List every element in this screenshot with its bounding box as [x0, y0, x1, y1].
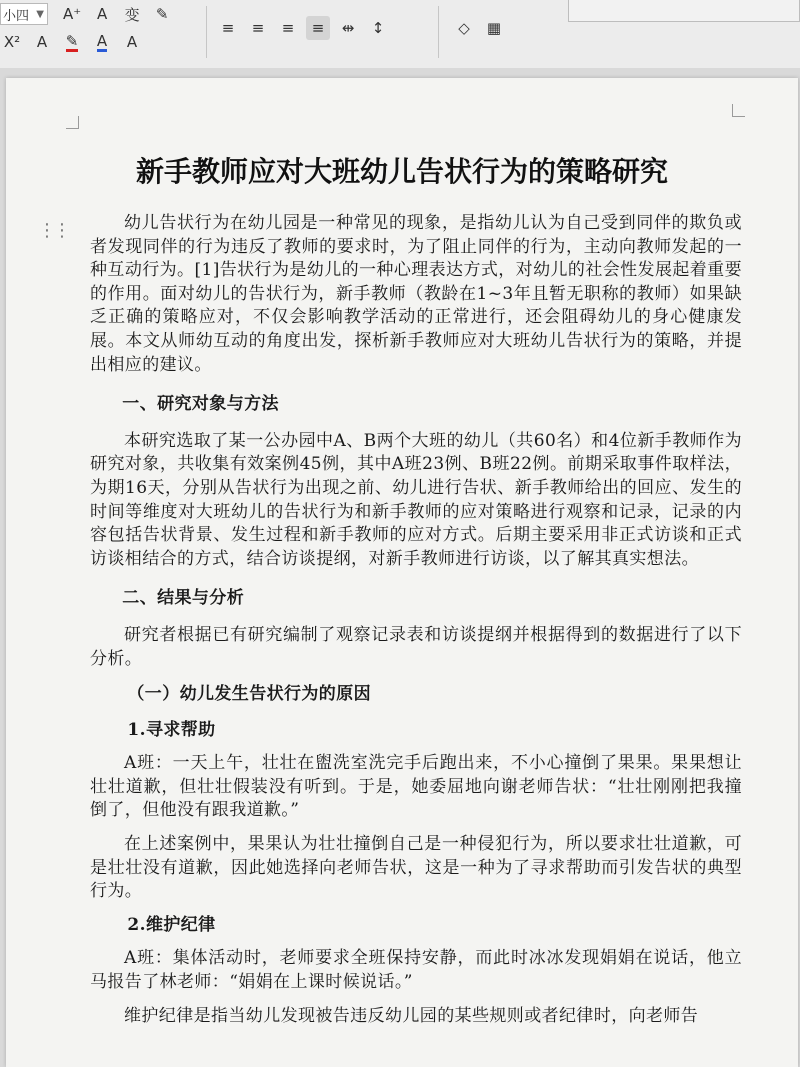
- toolbar-row-bottom: [0, 28, 150, 56]
- justify-button[interactable]: ≡: [306, 16, 330, 40]
- text-effect-button[interactable]: A: [36, 33, 48, 51]
- analysis-paragraph: 维护纪律是指当幼儿发现被告违反幼儿园的某些规则或者纪律时，向老师告: [124, 1005, 699, 1026]
- analysis-paragraph: 在上述案例中，果果认为壮壮撞倒自己是一种侵犯行为，所以要求壮壮道歉，可是壮壮没有道歉，因此她选择向老师告状，这是一种为了寻求帮助而引发告状的典型行为。: [90, 834, 742, 902]
- align-right-button[interactable]: ≡: [281, 19, 295, 37]
- clear-format-button[interactable]: ✎: [155, 5, 169, 23]
- shrink-font-button[interactable]: A: [97, 5, 108, 23]
- toolbar-row-top: [0, 0, 180, 28]
- font-color-button[interactable]: [90, 30, 114, 54]
- font-size-value: 小四: [3, 8, 30, 24]
- subsection-heading: （一）幼儿发生告状行为的原因: [127, 684, 371, 705]
- document-body: [90, 212, 742, 1028]
- line-spacing-button[interactable]: ↕: [371, 19, 385, 37]
- section-paragraph: 本研究选取了某一公办园中A、B两个大班的幼儿（共60名）和4位新手教师作为研究对象，共收集有效案例45例，其中A班23例、B班22例。前期采取事件取样法，为期16天，分别从告状行为出现之前、幼儿进行告状、新手教师给出的回应、发生的时间等维度对大班幼儿的告状行为和新手教师的应对策略进行观察和记录，记录的内容包括告状背景、发生过程和新手教师的应对方式。后期主要采用非正式访谈和正式访谈相结合的方式，结合访谈提纲，对新手教师进行访谈，以了解其真实想法。: [90, 430, 742, 569]
- align-left-button[interactable]: ≡: [221, 19, 235, 37]
- highlight-button[interactable]: [60, 30, 84, 54]
- change-case-button[interactable]: 变: [124, 5, 140, 24]
- section-heading: 二、结果与分析: [122, 588, 245, 609]
- toolbar-divider: [206, 6, 207, 58]
- case-paragraph: A班：集体活动时，老师要求全班保持安静，而此时冰冰发现娟娟在说话，他立马报告了林老师：“娟娟在上课时候说话。”: [90, 948, 742, 993]
- margin-corner-marker: [732, 104, 745, 117]
- item-heading: 1.寻求帮助: [127, 719, 216, 740]
- toolbar-divider: [438, 6, 439, 58]
- font-color-icon: A: [96, 31, 108, 50]
- margin-corner-marker: [66, 116, 79, 129]
- section-paragraph: 研究者根据已有研究编制了观察记录表和访谈提纲并根据得到的数据进行了以下分析。: [90, 624, 742, 669]
- document-title: 新手教师应对大班幼儿告状行为的策略研究: [136, 155, 669, 188]
- item-heading: 2.维护纪律: [127, 914, 216, 935]
- styles-gallery[interactable]: [568, 0, 800, 22]
- shading-button[interactable]: ◇: [458, 19, 470, 37]
- border-button[interactable]: ▦: [486, 19, 502, 37]
- drag-handle-icon[interactable]: ⋮⋮: [38, 220, 68, 241]
- chevron-down-icon: ▼: [36, 8, 44, 20]
- document-page[interactable]: [6, 78, 798, 1067]
- superscript-button[interactable]: X²: [3, 33, 21, 51]
- intro-paragraph: 幼儿告状行为在幼儿园是一种常见的现象，是指幼儿认为自己受到同伴的欺负或者发现同伴的行为违反了教师的要求时，为了阻止同伴的行为，主动向教师发起的一种互动行为。[1]告状行为是幼儿的一种心理表达方式，对幼儿的社会性发展起着重要的作用。面对幼儿的告状行为，新手教师（教龄在1~3年且暂无职称的教师）如果缺乏正确的策略应对，不仅会影响教学活动的正常进行，还会阻碍幼儿的身心健康发展。本文从师幼互动的角度出发，探析新手教师应对大班幼儿告状行为的策略，并提出相应的建议。: [90, 213, 742, 375]
- char-shading-button[interactable]: A: [126, 33, 138, 51]
- paragraph-group: [216, 14, 396, 42]
- case-paragraph: A班：一天上午，壮壮在盥洗室洗完手后跑出来，不小心撞倒了果果。果果想让壮壮道歉，但壮壮假装没有听到。于是，她委屈地向谢老师告状：“壮壮刚刚把我撞倒了，但他没有跟我道歉。”: [90, 753, 742, 821]
- ribbon-toolbar: [0, 0, 800, 69]
- grow-font-button[interactable]: A⁺: [63, 5, 82, 23]
- align-center-button[interactable]: ≡: [251, 19, 265, 37]
- highlight-icon: ✎: [65, 31, 79, 50]
- distribute-button[interactable]: ⇹: [341, 19, 355, 37]
- section-heading: 一、研究对象与方法: [122, 394, 279, 415]
- font-size-select[interactable]: [0, 3, 48, 25]
- misc-group: [452, 14, 512, 42]
